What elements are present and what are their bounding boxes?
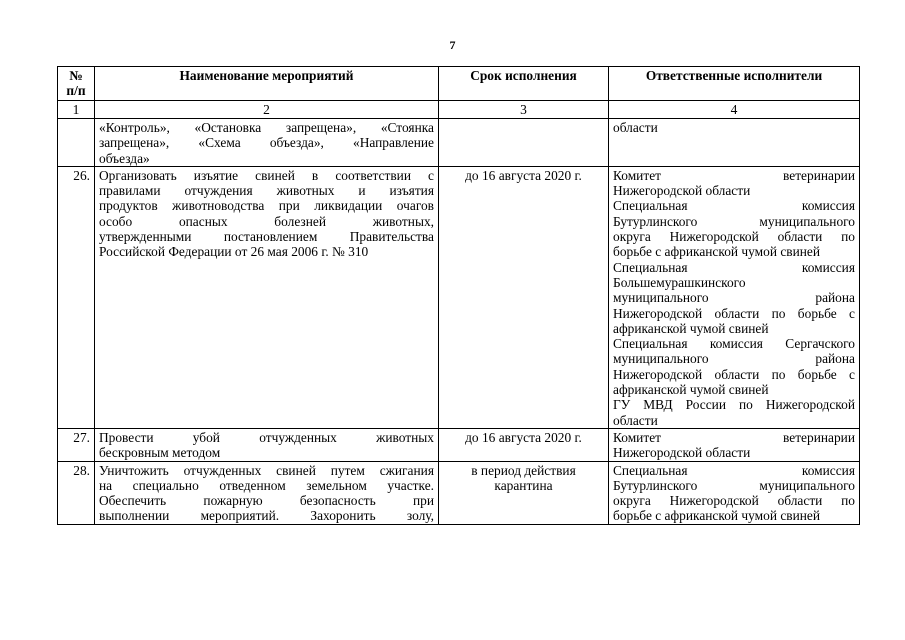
header-term: Срок исполнения: [439, 67, 609, 101]
executors: Комитет ветеринарии Нижегородской области: [609, 428, 860, 461]
measures-table: [57, 66, 860, 525]
column-number: 2: [95, 101, 439, 119]
header-name: Наименование мероприятий: [95, 67, 439, 101]
page-number: 7: [449, 38, 456, 52]
column-number: 4: [609, 101, 860, 119]
table-row: [58, 428, 860, 461]
table-body: [58, 119, 860, 525]
header-executors: Ответственные исполнители: [609, 67, 860, 101]
table-header-row: [58, 67, 860, 101]
row-number: 27.: [58, 428, 95, 461]
column-number: 1: [58, 101, 95, 119]
column-number: 3: [439, 101, 609, 119]
term: в период действия карантина: [439, 461, 609, 524]
row-number: 26.: [58, 166, 95, 428]
table-row: [58, 119, 860, 167]
term: до 16 августа 2020 г.: [439, 428, 609, 461]
term: [439, 119, 609, 167]
table-row: [58, 461, 860, 524]
term: до 16 августа 2020 г.: [439, 166, 609, 428]
column-number-row: [58, 101, 860, 119]
table-row: [58, 166, 860, 428]
measure-name: Уничтожить отчужденных свиней путем сжигания на специально отведенном земельном участке. Обеспечить пожарную безопасность при выполнении мероприятий. Захоронить золу,: [95, 461, 439, 524]
measure-name: «Контроль», «Остановка запрещена», «Стоянка запрещена», «Схема объезда», «Направление объезда»: [95, 119, 439, 167]
executors: области: [609, 119, 860, 167]
row-number: [58, 119, 95, 167]
row-number: 28.: [58, 461, 95, 524]
measure-name: Организовать изъятие свиней в соответствии с правилами отчуждения животных и изъятия продуктов животноводства при ликвидации очагов особо опасных болезней животных, утвержденными постановлением Правительства Российской Федерации от 26 мая 2006 г. № 310: [95, 166, 439, 428]
header-number: № п/п: [58, 67, 95, 101]
executors: Специальная комиссия Бутурлинского муниципального округа Нижегородской области по борьбе с африканской чумой свиней: [609, 461, 860, 524]
executors: Комитет ветеринарии Нижегородской области Специальная комиссия Бутурлинского муниципального округа Нижегородской области по борьбе с африканской чумой свиней Специальная комиссия Большемурашкинского муниципального района Нижегородской области по борьбе с африканской чумой свиней Специальная комиссия Сергачского муниципального района Нижегородской области по борьбе с африканской чумой свиней ГУ МВД России по Нижегородской области: [609, 166, 860, 428]
measure-name: Провести убой отчужденных животных бескровным методом: [95, 428, 439, 461]
